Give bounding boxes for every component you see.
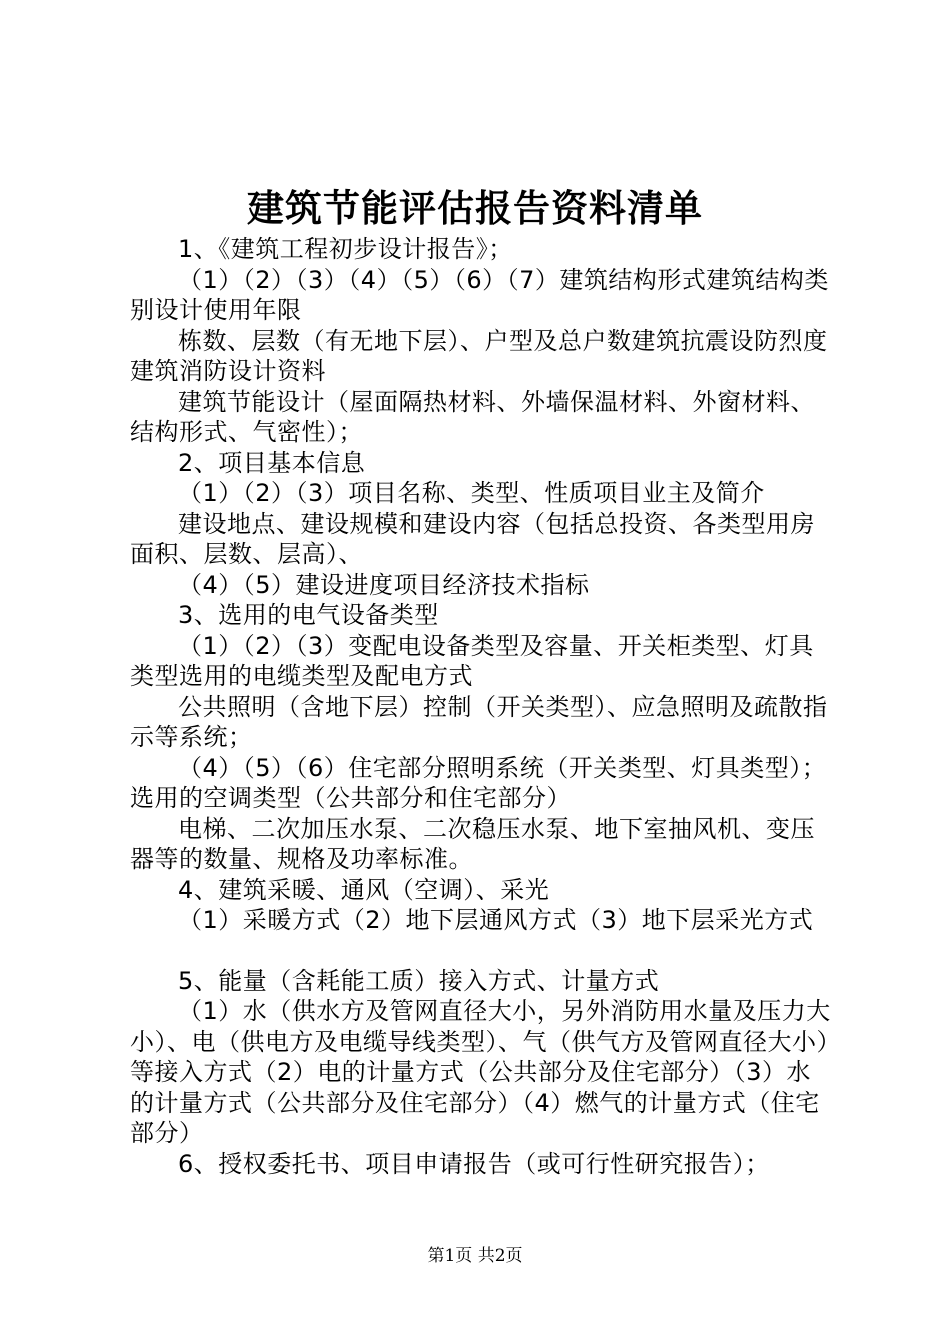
document-title: 建筑节能评估报告资料清单: [247, 186, 703, 230]
paragraph: 公共照明（含地下层）控制（开关类型）、应急照明及疏散指示等系统；: [130, 692, 828, 751]
paragraph: （1）采暖方式（2）地下层通风方式（3）地下层采光方式: [178, 906, 814, 934]
section-heading-2: 2、项目基本信息: [178, 448, 366, 477]
paragraph: （1）水（供水方及管网直径大小，另外消防用水量及压力大小）、电（供电方及电缆导线类型）、气（供气方及管网直径大小）等接入方式（2）电的计量方式（公共部分及住宅部分）（3）水的计量方式（公共部分及住宅部分）（4）燃气的计量方式（住宅部分）: [130, 997, 831, 1147]
paragraph: 建设地点、建设规模和建设内容（包括总投资、各类型用房面积、层数、层高）、: [130, 509, 815, 568]
section-heading-4: 4、建筑采暖、通风（空调）、采光: [178, 875, 550, 904]
section-heading-1: 1、《建筑工程初步设计报告》；: [178, 235, 513, 263]
section-heading-6: 6、授权委托书、项目申请报告（或可行性研究报告）；: [178, 1149, 770, 1178]
paragraph: 建筑节能设计（屋面隔热材料、外墙保温材料、外窗材料、结构形式、气密性）；: [130, 387, 815, 446]
paragraph: （4）（5）（6）住宅部分照明系统（开关类型、灯具类型）；选用的空调类型（公共部分和住宅部分）: [130, 753, 827, 812]
document-body: [130, 234, 832, 1179]
page-footer: 第1页 共2页: [427, 1246, 523, 1266]
section-heading-3: 3、选用的电气设备类型: [178, 601, 439, 629]
paragraph-spacer: [130, 936, 832, 966]
paragraph: （1）（2）（3）项目名称、类型、性质项目业主及简介: [178, 479, 765, 507]
paragraph: 栋数、层数（有无地下层）、户型及总户数建筑抗震设防烈度建筑消防设计资料: [130, 326, 828, 385]
paragraph: （1）（2）（3）变配电设备类型及容量、开关柜类型、灯具类型选用的电缆类型及配电方式: [130, 631, 814, 690]
paragraph: （1）（2）（3）（4）（5）（6）（7）建筑结构形式建筑结构类别设计使用年限: [130, 265, 829, 324]
paragraph: （4）（5）建设进度项目经济技术指标: [178, 570, 590, 599]
section-heading-5: 5、能量（含耗能工质）接入方式、计量方式: [178, 966, 660, 995]
paragraph: 电梯、二次加压水泵、二次稳压水泵、地下室抽风机、变压器等的数量、规格及功率标准。: [130, 814, 815, 873]
